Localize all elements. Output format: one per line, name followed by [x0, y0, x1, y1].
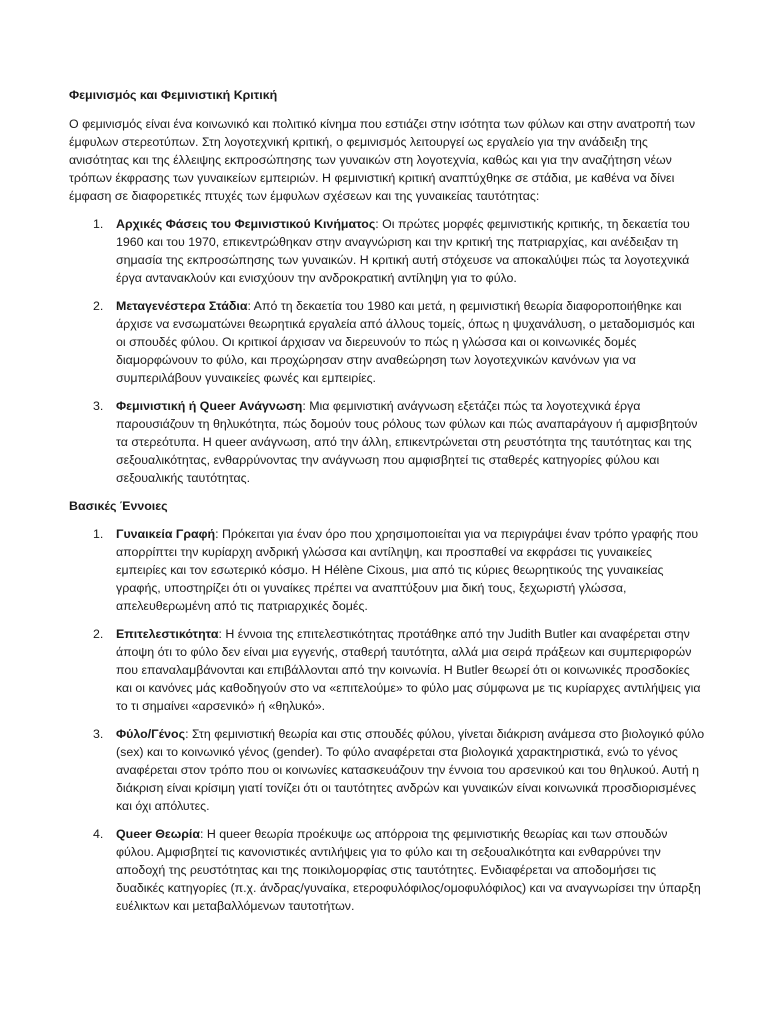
- list-term: Φεμινιστική ή Queer Ανάγνωση: [116, 399, 303, 413]
- intro-paragraph: Ο φεμινισμός είναι ένα κοινωνικό και πολιτικό κίνημα που εστιάζει στην ισότητα των φύλων και στην ανατροπή των έμφυλων στερεοτύπων. Στη λογοτεχνική κριτική, ο φεμινισμός λειτουργεί ως εργαλείο για την ανάδειξη της ανισότητας και της έλλειψης εκπροσώπησης των γυναικών στη λογοτεχνία, καθώς και για την αναζήτηση νέων τρόπων έκφρασης των γυναικείων εμπειριών. Η φεμινιστική κριτική αναπτύχθηκε σε στάδια, με καθένα να δίνει έμφαση σε διαφορετικές πτυχές των έμφυλων σχέσεων και της γυναικείας ταυτότητας:: [69, 117, 696, 203]
- stages-list: [69, 215, 705, 487]
- list-term: Queer Θεωρία: [116, 827, 200, 841]
- list-item: [69, 725, 705, 815]
- list-number: 3.: [93, 727, 104, 741]
- document-title: Φεμινισμός και Φεμινιστική Κριτική: [69, 88, 278, 102]
- list-item: [69, 215, 705, 287]
- list-number: 1.: [93, 527, 104, 541]
- list-text: : Μια φεμινιστική ανάγνωση εξετάζει πώς τα λογοτεχνικά έργα παρουσιάζουν τη θηλυκότητα, πώς δομούν τους ρόλους των φύλων και πώς αναπαράγουν ή αμφισβητούν τα στερεότυπα. Η queer ανάγνωση, από την άλλη, επικεντρώνεται στη ρευστότητα της ταυτότητας και της σεξουαλικότητας, ενθαρρύνοντας την ανάγνωση που αμφισβητεί τις σταθερές κατηγορίες φύλου και σεξουαλικής ταυτότητας.: [116, 399, 698, 485]
- list-term: Επιτελεστικότητα: [116, 627, 219, 641]
- section-heading: Βασικές Έννοιες: [69, 499, 168, 513]
- list-item: [69, 397, 705, 487]
- list-term: Γυναικεία Γραφή: [116, 527, 216, 541]
- list-text: : Η queer θεωρία προέκυψε ως απόρροια της φεμινιστικής θεωρίας και των σπουδών φύλου. Αμφισβητεί τις κανονιστικές αντιλήψεις για το φύλο και τη σεξουαλικότητα και ενθαρρύνει την αποδοχή της ρευστότητας και της ποικιλομορφίας στις ταυτότητες. Ενδιαφέρεται να αποδομήσει τις δυαδικές κατηγορίες (π.χ. άνδρας/γυναίκα, ετεροφυλόφιλος/ομοφυλόφιλος) και να αναγνωρίσει την ύπαρξη ευέλικτων και μεταβαλλόμενων ταυτοτήτων.: [116, 827, 701, 913]
- list-term: Αρχικές Φάσεις του Φεμινιστικού Κινήματος: [116, 217, 376, 231]
- list-item: [69, 525, 705, 615]
- list-term: Φύλο/Γένος: [116, 727, 186, 741]
- list-text: : Πρόκειται για έναν όρο που χρησιμοποιείται για να περιγράψει έναν τρόπο γραφής που απορρίπτει την κυρίαρχη ανδρική γλώσσα και αντίληψη, και προσπαθεί να εκφράσει τις γυναικείες εμπειρίες και τον εσωτερικό κόσμο. Η Hélène Cixous, μια από τις κύριες θεωρητικούς της γυναικείας γραφής, υποστηρίζει ότι οι γυναίκες πρέπει να αναπτύξουν μια δική τους, ξεχωριστή γλώσσα, απελευθερωμένη από τις πατριαρχικές δομές.: [116, 527, 699, 613]
- list-number: 1.: [93, 217, 104, 231]
- list-item: [69, 825, 705, 915]
- list-number: 2.: [93, 299, 104, 313]
- list-item: [69, 625, 705, 715]
- concepts-list: [69, 525, 705, 915]
- list-text: : Η έννοια της επιτελεστικότητας προτάθηκε από την Judith Butler και αναφέρεται στην άποψη ότι το φύλο δεν είναι μια εγγενής, σταθερή ταυτότητα, αλλά μια σειρά πράξεων και συμπεριφορών που επαναλαμβάνονται και επιβάλλονται από την κοινωνία. Η Butler θεωρεί ότι οι κοινωνικές προσδοκίες και οι κανόνες μάς καθοδηγούν στο να «επιτελούμε» το φύλο μας σύμφωνα με τις κυρίαρχες αντιλήψεις για το τι σημαίνει «αρσενικό» ή «θηλυκό».: [116, 627, 701, 713]
- list-number: 4.: [93, 827, 104, 841]
- list-term: Μεταγενέστερα Στάδια: [116, 299, 248, 313]
- list-text: : Στη φεμινιστική θεωρία και στις σπουδές φύλου, γίνεται διάκριση ανάμεσα στο βιολογικό φύλο (sex) και το κοινωνικό γένος (gender). Το φύλο αναφέρεται στα βιολογικά χαρακτηριστικά, ενώ το γένος αναφέρεται στον τρόπο που οι κοινωνίες κατασκευάζουν την έννοια του αρσενικού και του θηλυκού. Αυτή η διάκριση είναι κρίσιμη γιατί τονίζει ότι οι ταυτότητες ανδρών και γυναικών είναι κοινωνικά προσδιορισμένες και όχι απόλυτες.: [116, 727, 705, 813]
- list-text: : Από τη δεκαετία του 1980 και μετά, η φεμινιστική θεωρία διαφοροποιήθηκε και άρχισε να ενσωματώνει θεωρητικά εργαλεία από άλλους τομείς, όπως η ψυχανάλυση, ο μεταδομισμός και οι σπουδές φύλου. Οι κριτικοί άρχισαν να διερευνούν το πώς η γλώσσα και οι κοινωνικές δομές διαμορφώνουν το φύλο, και προχώρησαν στην αναθεώρηση των λογοτεχνικών κανόνων για να συμπεριλάβουν γυναικείες φωνές και εμπειρίες.: [116, 299, 695, 385]
- list-item: [69, 297, 705, 387]
- list-number: 3.: [93, 399, 104, 413]
- list-number: 2.: [93, 627, 104, 641]
- list-text: : Οι πρώτες μορφές φεμινιστικής κριτικής, τη δεκαετία του 1960 και του 1970, επικεντρώθηκαν στην αναγνώριση και την κριτική της πατριαρχίας, και ανέδειξαν τη σημασία της εκπροσώπησης των γυναικών. Η κριτική αυτή στόχευσε να αποκαλύψει πώς τα λογοτεχνικά έργα αντανακλούν και ενισχύουν την ανδροκρατική αντίληψη για το φύλο.: [116, 217, 690, 285]
- document-page: [69, 86, 705, 925]
